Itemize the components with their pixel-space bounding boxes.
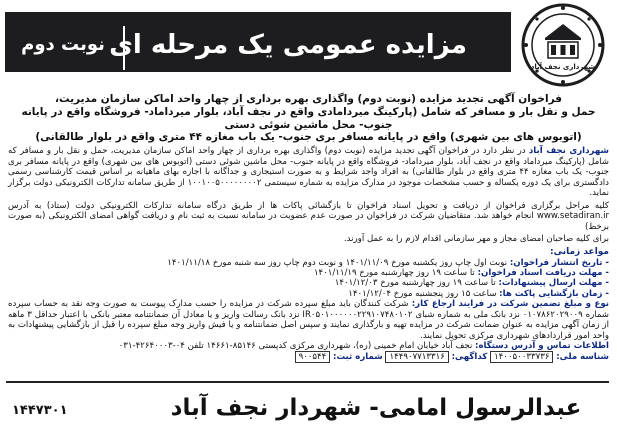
date-row-opening [8,289,609,299]
notice-header [0,0,617,92]
date-value: تا ساعت ۱۹ روز چهارشنبه مورخ ۱۴۰۱/۱۲/۰۳ [334,278,496,289]
date-value: ساعت ۱۵ روز پنجشنبه مورخ ۱۴۰۱/۱۲/۰۴ [348,288,497,299]
date-label: - مهلت ارسال پیشنهادات: [498,278,609,289]
intro-lead: شهرداری نجف آباد [528,146,610,157]
date-label: - مهلت دریافت اسناد فراخوان: [477,268,609,278]
shenase-label: شناسه ملی: [556,351,609,362]
footer-divider [6,381,609,383]
date-value: تا ساعت ۱۹ روز چهارشنبه مورخ ۱۴۰۱/۱۱/۱۹ [313,268,475,278]
body-paragraph-1: کلیه مراحل برگزاری فراخوان از دریافت و تحویل اسناد فراخوان تا بازگشائی پاکات ها از طریق درگاه سامانه تدارکات الکترونیکی دولت (ستاد) به آدرس www.setadiran.ir انجام خواهد شد. متقاضیان شرکت در فراخوان در صورت عدم عضویت در سامانه نسبت به ثبت نام و دریافت گواهی امضای الکترونیکی (به صورت برخط) [8,200,609,232]
logo-text: شهرداری نجف آباد [530,63,596,71]
guarantee-text: شرکت کنندگان باید مبلغ سپرده شرکت در مزایده را حسب مدارک پیوست به صورت وجه نقد به حساب سپرده شماره ۰۱۰۷۸۶۲۰۲۹۰۰۹ نزد بانک ملی به شماره شبای IR۰۵۰۱۰۰۰۰۰۰۲۲۹۱۰۷۴۸۰۱۰۲ نزد بانک رسالت واریز و یا معادل آن ضمانتنامه معتبر بانکی با اعتبار حداقل ۳ ماهه از زمان آگهی مزایده به عنوان ضمانت شرکت در مزایده تهیه و بارگذاری نمایند و سپس اصل ضمانتنامه و یا فیش واریز وجه مبلغ سپرده را قبل از بازگشایی پیشنهادات به واحد امور قراردادهای شهرداری مرکزی تحویل نمایند. [8,299,610,341]
shenase-value: ۱۴۰۰۵۰۰۳۳۷۳۶ [490,351,553,363]
date-row-publish [8,258,609,268]
signature-line: عبدالرسول امامی- شهردار نجف آباد [170,395,582,421]
guarantee-paragraph [8,299,609,341]
intro-paragraph [8,146,609,198]
contact-label: اطلاعات تماس و آدرس دستگاه: [475,341,609,352]
page-title: مزایده عمومی یک مرحله ای [109,30,467,60]
intro-text: در نظر دارد در فراخوان آگهی تجدید مزایده (نوبت دوم) واگذاری بهره برداری از چهار واحد اماکن سازمان مدیریت، حمل و نقل بار و مسافر که شامل (پارکینگ میرداماد واقع در نجف آباد، بلوار میرداماد- فروشگاه واقع در پایانه جنوب- محل ماشین شوئی دستی (اتوبوس های بین شهری) واقع در پایانه مسافر بری جنوب- یک باب مغازه ۴۴ متری واقع در بلوار طالقانی) به افراد واجد شرایط و به صورت استیجاری و جداگانه با اجاره بهای ماهیانه بر اساس قیمت کارشناسی رسمی دادگستری برای یک دوره یکساله و حسب مشخصات موجود در مدارک مزایده به شماره سیستمی ۱۰۰۱۰۰۵۰۰۰۰۰۰۰۰۲ از طریق سامانه تدارکات الکترونیکی دولت برگزار نماید. [8,146,609,199]
registration-number-value: ۹۰۰۵۴۴ [295,351,331,363]
headline-line-2: حمل و نقل بار و مسافر که شامل (پارکینگ میردامادی واقع در نجف آباد، بلوار میرداماد- فروشگاه واقع در پایانه جنوب- محل ماشین شوئی دستی [21,105,596,131]
date-label: - زمان بازگشایی پاکت ها: [499,288,609,299]
headline-line-3: (اتوبوس های بین شهری) واقع در پایانه مسافر بری جنوب- یک باب مغازه ۴۴ متری واقع در بلوار طالقانی) [35,131,582,144]
contact-address: نجف آباد خیابان امام خمینی (ره)، شهرداری مرکزی کدپستی ۸۵۱۴۶-۱۴۶۶۱ تلفن ۰۴-۴۲۶۴۰۰۰۳-۰۳۱ [118,341,473,352]
date-value: نوبت اول چاپ روز یکشنبه مورخ ۱۴۰۱/۱۱/۰۹ و نوبت دوم چاپ روز سه شنبه مورخ ۱۴۰۱/۱۱/۱۸ [167,257,508,268]
headline-line-1: فراخوان آگهی تجدید مزایده (نوبت دوم) واگذاری بهره برداری از چهار واحد اماکن سازمان مدیریت، [55,93,562,105]
date-label: - تاریخ انتشار فراخوان: [509,257,609,268]
registration-number-label: شماره ثبت: [333,351,383,362]
date-row-submit [8,278,609,288]
reference-number: ۱۴۴۷۳۰۱ [12,403,68,418]
date-row-receive [8,268,609,278]
ad-code-label: کداگهی: [451,351,488,362]
ad-code-value: ۱۴۴۹۰۷۷۱۳۳۱۶ [385,351,448,363]
notice-footer [6,381,609,425]
notice-body [8,93,609,362]
dates-section-title: مواعد زمانی: [550,246,609,257]
municipality-seal-icon [515,2,611,88]
municipality-logo [515,2,611,88]
title-banner [5,12,511,72]
round-label: نوبت دوم [21,34,105,55]
body-paragraph-2: برای کلیه صاحبان امضای مجاز و مهر سازمانی اقدام لازم را به عمل آورند. [343,234,609,245]
guarantee-label: نوع و مبلغ تضمین شرکت در فرایند ارجاع کار: [411,299,609,310]
ad-ids-row [8,352,609,362]
